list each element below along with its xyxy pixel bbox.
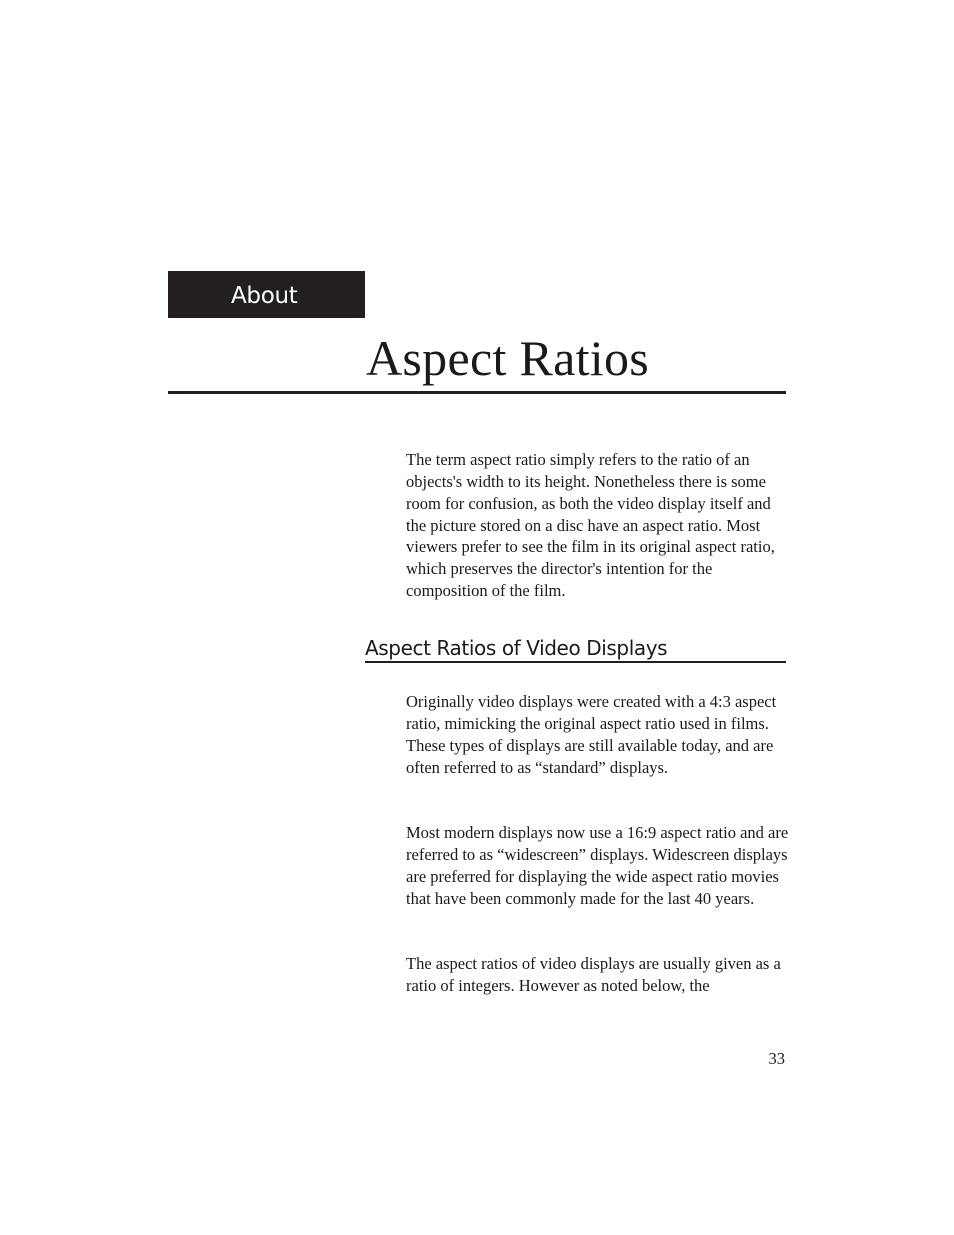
section-tab-label: About: [231, 283, 298, 309]
intro-paragraph: The term aspect ratio simply refers to the ratio of an objects's width to its height. Nonetheless there is some room for confusion, as both the video display itself and the picture stored on a disc have an aspect ratio. Most viewers prefer to see the film in its original aspect ratio, which preserves the director's intention for the composition of the film.: [406, 450, 775, 601]
chapter-title: Aspect Ratios: [366, 330, 650, 386]
section-heading-rule: [365, 661, 786, 663]
title-rule: [168, 391, 786, 394]
body-paragraph-1: Originally video displays were created with a 4:3 aspect ratio, mimicking the original aspect ratio used in films. These types of displays are still available today, and are often referred to as “standard” displays.: [406, 692, 777, 777]
section-heading: Aspect Ratios of Video Displays: [365, 636, 668, 660]
section-tab: [168, 271, 365, 318]
page-number: 33: [768, 1049, 785, 1068]
body-paragraph-3: The aspect ratios of video displays are usually given as a ratio of integers. However as noted below, the: [406, 954, 781, 995]
body-paragraph-2: Most modern displays now use a 16:9 aspect ratio and are referred to as “widescreen” displays. Widescreen displays are preferred for displaying the wide aspect ratio movies that have been commonly made for the last 40 years.: [406, 823, 789, 908]
